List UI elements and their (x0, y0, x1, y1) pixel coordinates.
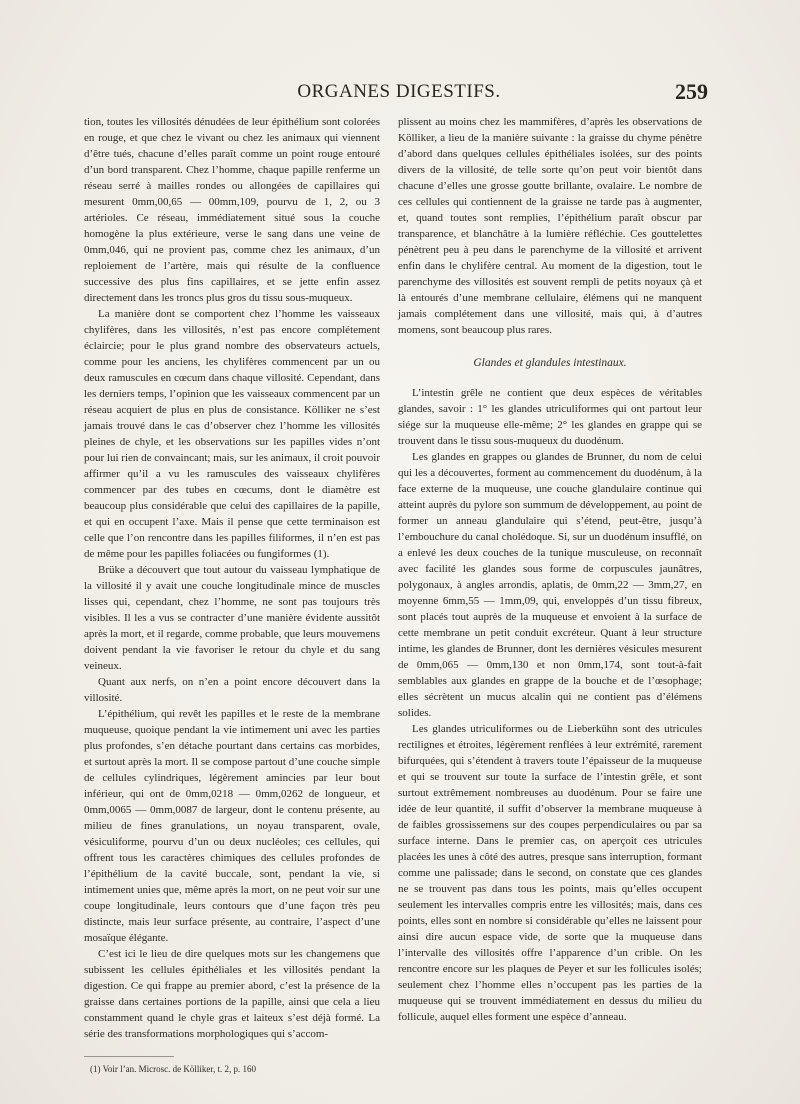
paragraph: L’intestin grêle ne contient que deux espèces de véritables glandes, savoir : 1° les glandes utriculiformes qui ont partout leur siége sur la muqueuse elle-même; 2° les glandes en grappe qui se trouvent dans le tissu sous-muqueux du duodénum. (398, 387, 702, 447)
paragraph: plissent au moins chez les mammifères, d’après les observations de Kölliker, a lieu de la manière suivante : la graisse du chyme pénètre d’abord dans quelques cellules épithéliales isolées, sur des points divers de la villosité, de telle sorte qu’on peut voir bientôt dans chacune d’elles une grosse goutte brillante, ovalaire. Le nombre de ces cellules qui contiennent de la graisse ne tarde pas à augmenter, et, quand toutes sont remplies, l’épithélium paraît obscur par transparence, et blanchâtre à la lumière réfléchie. Ces gouttelettes pénètrent peu à peu dans le parenchyme de la villosité et arrivent enfin dans le chylifère central. Au moment de la digestion, tout le parenchyme des villosités est souvent rempli de petits noyaux çà et là entourés d’une membrane cellulaire, élémens qui ne manquent jamais complétement dans une villosité, mais qui, à d’autres momens, sont beaucoup plus rares. (398, 116, 702, 336)
footnote-divider (84, 1056, 174, 1057)
paragraph: L’épithélium, qui revêt les papilles et le reste de la membrane muqueuse, quoique pendant la vie intimement uni avec les parties plus profondes, s’en détache pourtant dans certains cas morbides, et surtout après la mort. Il se compose partout d’une couche simple de cellules cylindriques, légèrement amincies par leur bout inférieur, qui ont de 0mm,0218 — 0mm,0262 de longueur, et 0mm,0065 — 0mm,0087 de largeur, dont le contenu présente, au milieu de fines granulations, un noyau transparent, ovale, vésiculiforme, pourvu d’un ou deux nucléoles; ces cellules, qui offrent tous les caractères chimiques des cellules profondes de l’épithélium de la cavité buccale, sont, pendant la vie, si intimement unies que, même après la mort, on ne peut voir sur une coupe longitudinale, leurs contours que d’une façon très peu distincte, mais leur surface présente, au contraire, l’aspect d’une mosaïque élégante. (84, 708, 380, 944)
section-heading: Glandes et glandules intestinaux. (473, 357, 627, 369)
running-title: ORGANES DIGESTIFS. (297, 81, 501, 102)
right-column (398, 114, 702, 1025)
paragraph: Quant aux nerfs, on n’en a point encore découvert dans la villosité. (84, 676, 380, 704)
left-column (84, 114, 380, 1075)
paragraph: La manière dont se comportent chez l’homme les vaisseaux chylifères, dans les villosités, n’est pas encore complétement éclaircie; pour le plus grand nombre des observateurs actuels, comme pour les anciens, les chylifères commencent par un ou deux ramuscules en cœcum dans chaque villosité. Cependant, dans les derniers temps, l’opinion que les vaisseaux commencent par un réseau acquiert de plus en plus de consistance. Kölliker ne s’est jamais trouvé dans le cas d’observer chez l’homme les villosités pleines de chyle, et les observations sur les papilles vides n’ont pour lui rien de convaincant; mais, sur les animaux, il croit pouvoir affirmer qu’il a vu les ramuscules des vaisseaux chylifères commencer par des tubes en cœcums, dont le diamètre est beaucoup plus considérable que celui des capillaires de la papille, et qui en occupent l’axe. Mais il pense que cette terminaison est celle que l’on rencontre dans les papilles filiformes, il n’en est pas de même pour les papilles foliacées ou fungiformes (1). (84, 308, 381, 560)
page-number: 259 (675, 79, 708, 104)
paragraph: tion, toutes les villosités dénudées de leur épithélium sont colorées en rouge, et que chez le vivant ou chez les animaux qui viennent d’être tués, chacune d’elles paraît comme un point rouge entouré d’un bord transparent. Chez l’homme, chaque papille renferme un réseau serré à mailles rondes ou allongées de capillaires qui mesurent 0mm,00,65 — 00mm,109, pourvu de 1, 2, ou 3 artérioles. Ce réseau, immédiatement situé sous la couche homogène la plus extérieure, verse le sang dans une veine de 0mm,046, qui ne provient pas, comme chez les animaux, d’un reploiement de l’artère, mais qui résulte de la confluence successive des plus fins capillaires, et se jette enfin assez directement dans les troncs plus gros du tissu sous-muqueux. (84, 116, 380, 304)
paragraph: Les glandes en grappes ou glandes de Brunner, du nom de celui qui les a découvertes, forment au commencement du duodénum, à la face externe de la muqueuse, une couche glandulaire continue qui atteint auprès du pylore son summum de développement, au point de former un anneau glandulaire qui s’étend, peut-être, jusqu’à l’embouchure du canal cholédoque. Si, sur un duodénum insufflé, on a enlevé les deux couches de la tunique musculeuse, on reconnaît avec facilité les glandes sous forme de corpuscules jaunâtres, polygonaux, à angles arrondis, aplatis, de 0mm,22 — 3mm,27, en moyenne 6mm,55 — 1mm,09, qui, enveloppés d’un tissu fibreux, sont placés tout auprès de la muqueuse et envoient à la surface de cette membrane un petit conduit excréteur. Quant à leur structure intime, les glandes de Brunner, dont les dernières vésicules mesurent de 0mm,065 — 0mm,130 et non 0mm,174, sont tout-à-fait semblables aux glandes en grappe de la bouche et de l’œsophage; elles sécrètent un mucus alcalin qui ne contient pas d’élémens solides. (398, 451, 702, 719)
paragraph: Brüke a découvert que tout autour du vaisseau lymphatique de la villosité il y avait une couche longitudinale mince de muscles lisses qui, cependant, chez l’homme, ne sont pas toujours très visibles. Il les a vus se contracter d’une manière évidente aussitôt après la mort, et il regarde, comme probable, que leurs mouvemens doivent pendant la vie favoriser le retour du chyle et du sang veineux. (84, 564, 380, 672)
paragraph: Les glandes utriculiformes ou de Lieberkühn sont des utricules rectilignes et étroites, légèrement renflées à leur extrémité, rarement bifurquées, qui s’étendent à travers toute l’épaisseur de la muqueuse et qui se trouvent sur toute la surface de l’intestin grêle, et sont surtout extrêmement nombreuses au duodénum. Pour se faire une idée de leur quantité, il suffit d’observer la membrane muqueuse à de faibles grossissemens sur des coupes perpendiculaires ou par sa surface interne. Dans le premier cas, on aperçoit ces utricules placées les unes à côté des autres, presque sans interruption, formant comme une palissade; dans le second, on constate que ces glandes ne se trouvent pas dans tous les points, mais qu’elles occupent seulement les intervalles compris entre les villosités; mais, dans ces points, elles sont en nombre si considérable qu’elles ne laissent pour ainsi dire aucun espace vide, de sorte que la muqueuse dans l’intervalle des villosités offre l’apparence d’un crible. On les rencontre encore sur les plaques de Peyer et sur les follicules isolés; seulement chez l’homme elles n’occupent pas les parties de la muqueuse qui se trouvent immédiatement en dessus du milieu du follicule, auquel elles forment une espèce d’anneau. (398, 723, 702, 1023)
paragraph: C’est ici le lieu de dire quelques mots sur les changemens que subissent les cellules épithéliales et les villosités pendant la digestion. Ce qui frappe au premier abord, c’est la présence de la graisse dans certaines portions de la papille, ainsi que cela a lieu constamment quand le chyle gras et laiteux s’est déjà formé. La série des transformations morphologiques qui s’accom- (84, 948, 380, 1040)
footnote: (1) Voir l’an. Microsc. de Kölliker, t. 2, p. 160 (90, 1064, 257, 1074)
page-header (84, 81, 714, 113)
